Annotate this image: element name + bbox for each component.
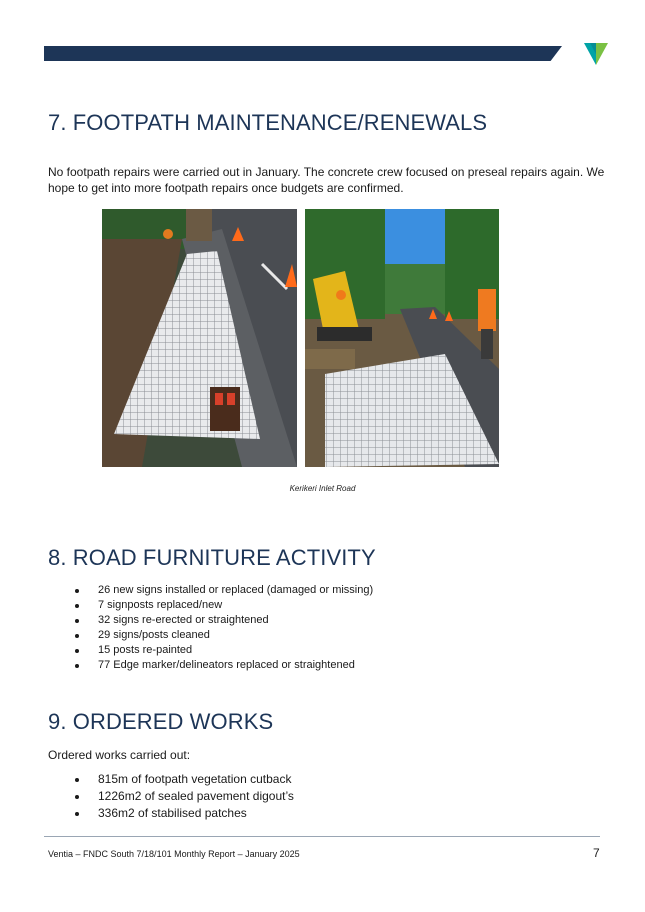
footer-divider	[44, 836, 600, 837]
list-item: 29 signs/posts cleaned	[72, 628, 373, 643]
page-number: 7	[593, 846, 600, 860]
bullet-icon	[75, 619, 79, 623]
list-item: 77 Edge marker/delineators replaced or straightened	[72, 658, 373, 673]
ordered-works-list	[72, 771, 294, 822]
bullet-icon	[75, 795, 79, 799]
photo-caption: Kerikeri Inlet Road	[289, 484, 356, 493]
list-item: 336m2 of stabilised patches	[72, 805, 294, 822]
bullet-icon	[75, 634, 79, 638]
section-8-title: 8. ROAD FURNITURE ACTIVITY	[48, 545, 376, 570]
bullet-icon	[75, 604, 79, 608]
section-7-title: 7. FOOTPATH MAINTENANCE/RENEWALS	[48, 110, 488, 135]
footer-text: Ventia – FNDC South 7/18/101 Monthly Report – January 2025	[48, 849, 300, 859]
header-bar	[44, 46, 562, 61]
road-furniture-list	[72, 583, 373, 673]
list-item: 15 posts re-painted	[72, 643, 373, 658]
list-item: 815m of footpath vegetation cutback	[72, 771, 294, 788]
section-9-intro: Ordered works carried out:	[48, 748, 191, 762]
photo-geogrid-right	[305, 209, 499, 467]
bullet-icon	[75, 664, 79, 668]
section-9-title: 9. ORDERED WORKS	[48, 709, 274, 734]
list-item: 1226m2 of sealed pavement digout’s	[72, 788, 294, 805]
list-item: 7 signposts replaced/new	[72, 598, 373, 613]
bullet-icon	[75, 778, 79, 782]
list-item: 32 signs re-erected or straightened	[72, 613, 373, 628]
bullet-icon	[75, 812, 79, 816]
ventia-logo-icon	[583, 40, 609, 66]
photo-geogrid-left	[102, 209, 297, 467]
bullet-icon	[75, 649, 79, 653]
section-7-body: No footpath repairs were carried out in January. The concrete crew focused on preseal repairs again. We hope to get into more footpath repairs once budgets are confirmed.	[48, 165, 605, 195]
list-item: 26 new signs installed or replaced (damaged or missing)	[72, 583, 373, 598]
bullet-icon	[75, 589, 79, 593]
